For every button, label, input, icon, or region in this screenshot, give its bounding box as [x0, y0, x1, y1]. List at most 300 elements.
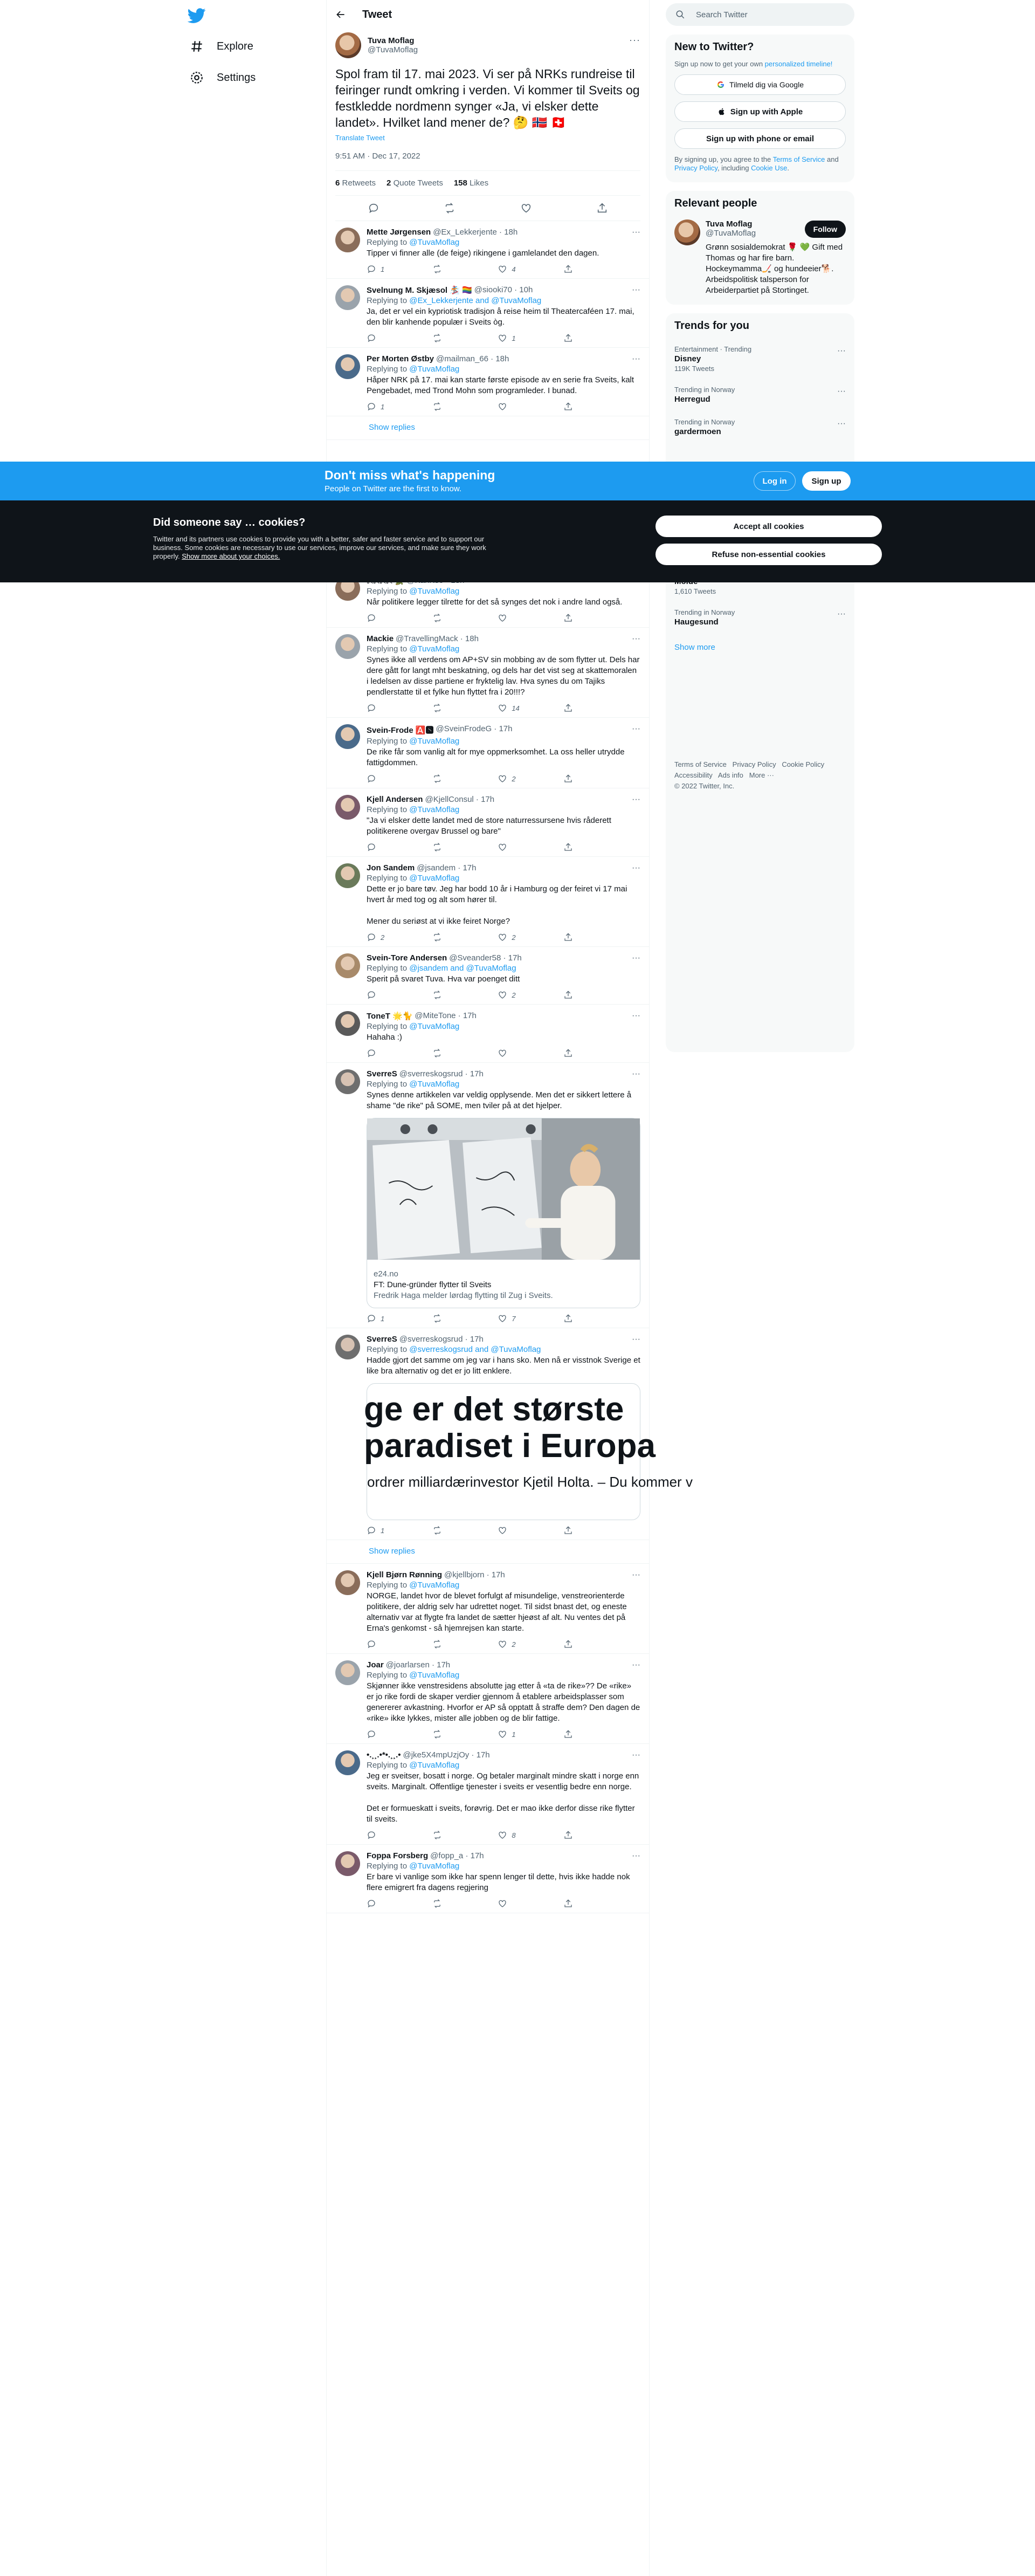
reply-button[interactable]	[367, 1899, 399, 1908]
reply-author-name[interactable]: Mackie	[367, 634, 394, 643]
share-icon	[563, 990, 573, 1000]
nav-explore[interactable]	[190, 37, 253, 56]
tweet-text: Spol fram til 17. mai 2023. Vi ser på NRKs rundreise til feiringer rundt omkring i verden. Vi kommer til Sveits og festkledde nordmenn synger «Ja, vi elsker dette landet». Hvilket land mener de? 🤔 🇳🇴 🇨🇭	[335, 67, 640, 129]
person-bio: Grønn sosialdemokrat 🌹 💚 Gift med Thomas og har fire barn. Hockeymamma🏒 og hundeeier🐕. Arbeidspolitisk talsperson for Arbeiderpartiet på Stortinget.	[706, 243, 843, 295]
person-name[interactable]: Tuva Moflag	[706, 219, 753, 229]
reply-tweet[interactable]	[327, 348, 649, 416]
replying-to-link[interactable]: @TuvaMoflag	[409, 1671, 460, 1680]
replying-to-link[interactable]: @TuvaMoflag	[409, 1761, 460, 1770]
terms-link[interactable]: Terms of Service	[772, 155, 825, 163]
footer-more[interactable]: More ···	[749, 771, 774, 779]
trend-topic: Herregud	[674, 395, 710, 404]
like-count: 2	[512, 933, 516, 942]
avatar[interactable]	[335, 1335, 360, 1359]
retweet-button[interactable]	[432, 613, 465, 623]
reply-icon[interactable]	[368, 202, 380, 214]
reply-icon	[367, 613, 376, 623]
reply-button[interactable]	[367, 990, 399, 1000]
reply-author-handle[interactable]: @TravellingMack · 18h	[396, 634, 479, 643]
more-options-icon[interactable]: ···	[632, 1750, 640, 1760]
signup-button[interactable]: Sign up	[802, 471, 851, 491]
footer-links	[666, 751, 854, 800]
reply-tweet[interactable]	[327, 279, 649, 348]
reply-author-handle[interactable]: @kjellbjorn · 17h	[444, 1570, 505, 1579]
reply-count: 1	[381, 1526, 385, 1535]
replying-label: Replying to	[367, 238, 408, 247]
share-icon	[563, 1729, 573, 1739]
trend-more-icon[interactable]: ···	[837, 609, 846, 619]
like-icon	[498, 774, 507, 784]
like-button[interactable]	[498, 703, 530, 713]
retweet-button[interactable]	[432, 1830, 465, 1840]
apple-signup-button[interactable]	[674, 101, 846, 122]
reply-author-name[interactable]: Per Morten Østby	[367, 354, 434, 363]
share-button[interactable]	[563, 1729, 596, 1739]
avatar[interactable]	[674, 219, 700, 245]
reply-author-handle[interactable]: @Sveander58 · 17h	[449, 953, 522, 963]
like-button[interactable]	[498, 1314, 530, 1323]
reply-actions	[367, 1314, 596, 1323]
retweet-icon	[432, 333, 442, 343]
reply-icon	[367, 1899, 376, 1908]
reply-author-handle[interactable]: @jsandem · 17h	[417, 863, 477, 873]
share-button[interactable]	[563, 1526, 596, 1535]
reply-author-handle[interactable]: @jke5X4mpUzjOy · 17h	[403, 1750, 490, 1760]
gear-icon	[190, 71, 204, 85]
reply-actions	[367, 333, 596, 343]
reply-text: Ja, det er vel ein kypriotisk tradisjon å reise heim til Theatercaféen 17. mai, den blir kanhende populær i Sveits òg.	[367, 307, 634, 327]
avatar[interactable]	[335, 634, 360, 659]
cookie-use-link[interactable]: Cookie Use	[751, 164, 788, 172]
like-button[interactable]	[498, 333, 530, 343]
trend-more-icon[interactable]: ···	[837, 346, 846, 355]
share-button[interactable]	[563, 1314, 596, 1323]
share-button[interactable]	[563, 1830, 596, 1840]
replying-to-link[interactable]: @TuvaMoflag	[409, 805, 460, 814]
replying-label: Replying to	[367, 1345, 408, 1354]
share-icon	[563, 1526, 573, 1535]
like-button[interactable]	[498, 1899, 530, 1908]
privacy-link[interactable]: Privacy Policy	[674, 164, 717, 172]
reply-button[interactable]	[367, 333, 399, 343]
retweet-button[interactable]	[432, 264, 465, 274]
replying-to-link[interactable]: @TuvaMoflag	[409, 874, 460, 883]
reply-author-name[interactable]: SverreS	[367, 1335, 397, 1344]
more-options-icon[interactable]: ···	[632, 285, 640, 294]
reply-author-name[interactable]: ToneT 🌟🐈	[367, 1012, 413, 1021]
reply-text: Skjønner ikke venstresidens absolutte jag etter å «ta de rike»?? De «rike» er jo rike fordi de skaper verdier gjennom å etablere arbeidsplasser som genererer avkastning. Hvorfor er AP så opptatt å straffe dem? Den dagen de «rike» ikke lykkes, mister alle jobben og de blir fattige.	[367, 1681, 640, 1723]
likes-stat[interactable]: 158 Likes	[453, 178, 489, 188]
phone-email-signup-button[interactable]: Sign up with phone or email	[674, 128, 846, 149]
reply-icon	[367, 703, 376, 713]
person-handle[interactable]: @TuvaMoflag	[706, 229, 756, 238]
reply-icon	[367, 1526, 376, 1535]
reply-button[interactable]	[367, 1830, 399, 1840]
avatar[interactable]	[335, 354, 360, 379]
retweet-button[interactable]	[432, 932, 465, 942]
nav-settings[interactable]	[190, 68, 256, 87]
retweet-button[interactable]	[432, 842, 465, 852]
accept-cookies-button[interactable]: Accept all cookies	[656, 516, 882, 537]
reply-tweet[interactable]	[327, 1845, 649, 1913]
reply-actions	[367, 402, 596, 411]
reply-text: Hahaha :)	[367, 1033, 402, 1042]
share-icon	[563, 264, 573, 274]
share-icon	[563, 842, 573, 852]
trend-context: Trending in Norway	[674, 418, 735, 426]
more-options-icon[interactable]: ···	[632, 953, 640, 963]
reply-tweet[interactable]	[327, 1744, 649, 1845]
search-box[interactable]	[666, 3, 854, 26]
reply-icon	[367, 1729, 376, 1739]
google-signup-button[interactable]	[674, 74, 846, 95]
replying-label: Replying to	[367, 874, 408, 883]
reply-author-name[interactable]: Kjell Bjørn Rønning	[367, 1570, 442, 1579]
more-options-icon[interactable]: ···	[632, 354, 640, 363]
more-options-icon[interactable]: ···	[632, 228, 640, 237]
trend-item[interactable]	[666, 339, 854, 379]
avatar[interactable]	[335, 863, 360, 888]
reply-author-name[interactable]: Foppa Forsberg	[367, 1851, 429, 1860]
reply-icon	[367, 333, 376, 343]
reply-tweet[interactable]	[327, 1005, 649, 1063]
trend-count: 1,610 Tweets	[674, 587, 716, 595]
reply-button[interactable]	[367, 1314, 399, 1323]
author-handle[interactable]: @TuvaMoflag	[368, 45, 418, 54]
retweet-button[interactable]	[432, 1048, 465, 1058]
reply-text: Jeg er sveitser, bosatt i norge. Og betaler marginalt mindre skatt i norge enn sveits. Marginalt. Offentlige tjenester i sveits er vesentlig bedre enn norge. Det er formueskatt i sveits, forøvrig. Det er mao ikke derfor disse rike flytter til sveits.	[367, 1771, 639, 1824]
image-headline-line-1: ge er det største	[364, 1391, 624, 1428]
reply-button[interactable]	[367, 842, 399, 852]
like-button[interactable]	[498, 1639, 530, 1649]
retweet-icon	[432, 1830, 442, 1840]
share-button[interactable]	[563, 932, 596, 942]
retweet-button[interactable]	[432, 1899, 465, 1908]
like-button[interactable]	[498, 1830, 530, 1840]
more-options-icon[interactable]: ···	[632, 1570, 640, 1579]
avatar[interactable]	[335, 1570, 360, 1595]
like-button[interactable]	[498, 842, 530, 852]
retweet-button[interactable]	[432, 1526, 465, 1535]
reply-author-handle[interactable]: @SveinFrodeG · 17h	[436, 724, 513, 733]
like-count: 1	[512, 1730, 516, 1739]
trend-topic: gardermoen	[674, 427, 721, 436]
reply-tweet[interactable]	[327, 1063, 649, 1328]
trend-item[interactable]	[666, 411, 854, 444]
retweets-stat[interactable]: 6 Retweets	[335, 178, 376, 188]
reply-button[interactable]	[367, 932, 399, 942]
reply-tweet[interactable]	[327, 1654, 649, 1744]
trend-more-icon[interactable]: ···	[837, 419, 846, 428]
reply-button[interactable]	[367, 703, 399, 713]
footer-privacy[interactable]: Privacy Policy	[732, 760, 776, 768]
reply-button[interactable]	[367, 402, 399, 411]
reply-text: Hadde gjort det samme om jeg var i hans sko. Men nå er visstnok Sverige et like bra alternativ og det er jo litt enklere.	[367, 1356, 640, 1376]
more-options-icon[interactable]: ···	[632, 1660, 640, 1670]
trend-more-icon[interactable]: ···	[837, 387, 846, 396]
share-button[interactable]	[563, 842, 596, 852]
like-button[interactable]	[498, 264, 530, 274]
reply-count: 1	[381, 265, 385, 273]
signup-title: New to Twitter?	[674, 41, 754, 53]
replies-list-top	[327, 221, 649, 416]
reply-author-name[interactable]: Kjell Andersen	[367, 795, 423, 804]
more-options-icon[interactable]: ···	[632, 1851, 640, 1860]
retweet-icon	[432, 1729, 442, 1739]
reply-button[interactable]	[367, 1048, 399, 1058]
retweet-icon[interactable]	[444, 202, 456, 214]
like-button[interactable]	[498, 1048, 530, 1058]
avatar[interactable]	[335, 32, 361, 58]
reply-tweet[interactable]	[327, 788, 649, 857]
nav-explore-label: Explore	[217, 40, 253, 52]
show-replies-link[interactable]: Show replies	[327, 1540, 649, 1564]
google-icon	[716, 80, 725, 89]
reply-text: Synes denne artikkelen var veldig opplysende. Men det er sikkert lettere å shame "de rike" på SOME, men tviler på at det hjelper.	[367, 1090, 632, 1110]
refuse-cookies-button[interactable]: Refuse non-essential cookies	[656, 544, 882, 565]
share-button[interactable]	[563, 402, 596, 411]
replying-label: Replying to	[367, 587, 408, 596]
like-button[interactable]	[498, 613, 530, 623]
more-options-icon[interactable]: ···	[632, 1011, 640, 1020]
reply-author-name[interactable]: Mette Jørgensen	[367, 228, 431, 237]
reply-text: Tipper vi finner alle (de feige) rikingene i gamlelandet den dagen.	[367, 249, 599, 258]
footer-terms[interactable]: Terms of Service	[674, 760, 727, 768]
reply-actions	[367, 1048, 596, 1058]
like-icon	[498, 842, 507, 852]
reply-icon	[367, 932, 376, 942]
reply-author-handle[interactable]: @sverreskogsrud · 17h	[399, 1069, 484, 1079]
login-button[interactable]: Log in	[754, 471, 796, 491]
retweet-button[interactable]	[432, 774, 465, 784]
share-icon	[563, 1899, 573, 1908]
footer-cookie[interactable]: Cookie Policy	[782, 760, 825, 768]
reply-actions	[367, 264, 596, 274]
reply-author-name[interactable]: Jon Sandem	[367, 863, 415, 873]
follow-button[interactable]: Follow	[805, 221, 846, 238]
reply-icon	[367, 774, 376, 784]
share-button[interactable]	[563, 774, 596, 784]
like-icon[interactable]	[520, 202, 532, 214]
translate-link[interactable]: Translate Tweet	[335, 134, 385, 142]
apple-signup-label: Sign up with Apple	[730, 107, 803, 116]
replying-to-link[interactable]: @TuvaMoflag	[409, 238, 460, 247]
avatar[interactable]	[335, 724, 360, 749]
reply-text: De rike får som vanlig alt for mye oppmerksomhet. La oss heller utrydde fattigdommen.	[367, 747, 625, 767]
like-count: 2	[512, 774, 516, 783]
footer-accessibility[interactable]: Accessibility	[674, 771, 713, 779]
share-button[interactable]	[563, 1048, 596, 1058]
share-button[interactable]	[563, 613, 596, 623]
like-count: 1	[512, 334, 516, 342]
reply-author-name[interactable]: SverreS	[367, 1069, 397, 1079]
reply-text: NORGE, landet hvor de blevet forfulgt af misundelige, venstreorienterde politikere, der aldrig selv har udrettet noget. Til sidst bnast det, og eneste alternativ var at flygte fra landet de sætter hjeøst af alt. Nu ventes det på Erna's genkomst - så hjemrejsen kan starte.	[367, 1591, 627, 1633]
reply-button[interactable]	[367, 613, 399, 623]
replying-to-link[interactable]: @TuvaMoflag	[409, 1581, 460, 1590]
more-options-icon[interactable]: ···	[632, 1335, 640, 1344]
retweet-icon	[432, 990, 442, 1000]
replying-label: Replying to	[367, 1671, 408, 1680]
retweet-button[interactable]	[432, 402, 465, 411]
replying-to-link[interactable]: @TuvaMoflag	[409, 1080, 460, 1089]
replying-to-link[interactable]: @jsandem and @TuvaMoflag	[409, 964, 516, 973]
reply-tweet[interactable]	[327, 628, 649, 718]
quotes-stat[interactable]: 2 Quote Tweets	[387, 178, 443, 188]
footer-ads[interactable]: Ads info	[717, 771, 743, 779]
reply-count: 2	[381, 933, 385, 942]
tweet-image[interactable]	[364, 1383, 693, 1520]
reply-icon	[367, 402, 376, 411]
reply-author-name[interactable]: Joar	[367, 1660, 384, 1670]
retweet-button[interactable]	[432, 1314, 465, 1323]
twitter-logo-icon[interactable]	[188, 6, 206, 25]
reply-tweet[interactable]	[327, 947, 649, 1005]
reply-author-name[interactable]: Svelnung M. Skjæsol 🏂 🏳️‍🌈	[367, 286, 472, 295]
reply-author-handle[interactable]: @MiteTone · 17h	[415, 1011, 477, 1020]
reply-author-handle[interactable]: @sverreskogsrud · 17h	[399, 1335, 484, 1344]
show-more-trends[interactable]: Show more	[674, 643, 715, 652]
cookie-choices-link[interactable]: Show more about your choices.	[182, 552, 280, 560]
relevant-person[interactable]	[666, 216, 854, 254]
relevant-people-panel	[666, 191, 854, 305]
reply-button[interactable]	[367, 774, 399, 784]
replying-to-link[interactable]: @sverreskogsrud and @TuvaMoflag	[409, 1345, 541, 1354]
avatar[interactable]	[335, 1660, 360, 1685]
share-icon[interactable]	[596, 202, 608, 214]
show-replies-link[interactable]: Show replies	[327, 416, 649, 440]
reply-author-handle[interactable]: @joarlarsen · 17h	[385, 1660, 451, 1670]
avatar[interactable]	[335, 795, 360, 820]
link-card-image	[367, 1118, 640, 1260]
share-button[interactable]	[563, 703, 596, 713]
like-button[interactable]	[498, 932, 530, 942]
share-icon	[563, 1830, 573, 1840]
share-button[interactable]	[563, 990, 596, 1000]
replying-label: Replying to	[367, 1581, 408, 1590]
reply-author-handle[interactable]: @Ex_Lekkerjente · 18h	[433, 228, 518, 237]
retweet-button[interactable]	[432, 990, 465, 1000]
replying-label: Replying to	[367, 1761, 408, 1770]
avatar[interactable]	[335, 953, 360, 978]
search-input[interactable]: Search Twitter	[696, 10, 748, 19]
reply-button[interactable]	[367, 1639, 399, 1649]
reply-author-name[interactable]: •.¸¸.•*•.¸¸.•	[367, 1750, 401, 1760]
more-options-icon[interactable]: ···	[632, 863, 640, 873]
replying-to-link[interactable]: @TuvaMoflag	[409, 644, 460, 654]
reply-actions	[367, 703, 596, 713]
avatar[interactable]	[335, 228, 360, 252]
replying-to-link[interactable]: @TuvaMoflag	[409, 1861, 460, 1871]
signup-subtitle: Sign up now to get your own personalized timeline!	[674, 60, 833, 68]
replying-label: Replying to	[367, 1022, 408, 1031]
share-button[interactable]	[563, 1899, 596, 1908]
reply-text: Dette er jo bare tøv. Jeg har bodd 10 år i Hamburg og der feiret vi 17 mai hvert år med tog og alt som hører til. Mener du seriøst at vi ikke feiret Norge?	[367, 884, 627, 926]
replying-to-link[interactable]: @TuvaMoflag	[409, 587, 460, 596]
tweet-timestamp[interactable]: 9:51 AM · Dec 17, 2022	[335, 152, 640, 171]
avatar[interactable]	[335, 1750, 360, 1775]
replying-to-link[interactable]: @TuvaMoflag	[409, 365, 460, 374]
like-button[interactable]	[498, 1526, 530, 1535]
reply-tweet[interactable]	[327, 718, 649, 788]
retweet-button[interactable]	[432, 1639, 465, 1649]
reply-actions	[367, 1830, 596, 1840]
reply-author-name[interactable]: Svein-Frode 🅰️🆂	[367, 726, 434, 735]
like-icon	[498, 333, 507, 343]
reply-author-handle[interactable]: @mailman_66 · 18h	[436, 354, 509, 363]
more-options-icon[interactable]: ···	[629, 35, 640, 45]
reply-text: "Ja vi elsker dette landet med de store naturressursene hvis råderett politikerene overgav Brussel og bare"	[367, 816, 611, 836]
back-arrow-icon[interactable]	[335, 9, 346, 20]
reply-author-handle[interactable]: @siooki70 · 10h	[474, 285, 533, 294]
signup-panel	[666, 35, 854, 182]
trends-title: Trends for you	[674, 320, 749, 332]
trend-item[interactable]	[666, 379, 854, 411]
reply-button[interactable]	[367, 1729, 399, 1739]
link-domain: e24.no	[374, 1269, 398, 1279]
author-name[interactable]: Tuva Moflag	[368, 36, 415, 45]
link-title: FT: Dune-gründer flytter til Sveits	[374, 1280, 492, 1289]
like-button[interactable]	[498, 990, 530, 1000]
reply-tweet[interactable]	[327, 1328, 693, 1540]
retweet-button[interactable]	[432, 333, 465, 343]
replying-to-link[interactable]: @Ex_Lekkerjente and @TuvaMoflag	[409, 296, 542, 305]
replying-to-link[interactable]: @TuvaMoflag	[409, 1022, 460, 1031]
link-card[interactable]	[367, 1118, 640, 1308]
like-button[interactable]	[498, 402, 530, 411]
retweet-button[interactable]	[432, 703, 465, 713]
like-icon	[498, 1830, 507, 1840]
like-button[interactable]	[498, 1729, 530, 1739]
like-button[interactable]	[498, 774, 530, 784]
trend-context: Trending in Norway	[674, 608, 735, 616]
more-options-icon[interactable]: ···	[632, 634, 640, 643]
reply-button[interactable]	[367, 264, 399, 274]
more-options-icon[interactable]: ···	[632, 724, 640, 733]
reply-actions	[367, 1899, 596, 1908]
avatar[interactable]	[335, 285, 360, 310]
share-button[interactable]	[563, 264, 596, 274]
reply-tweet[interactable]	[327, 857, 649, 947]
personalized-timeline-link[interactable]: personalized timeline!	[764, 60, 833, 68]
reply-tweet[interactable]	[327, 1564, 649, 1654]
like-count: 8	[512, 1831, 516, 1839]
replying-label: Replying to	[367, 365, 408, 374]
reply-tweet[interactable]	[327, 221, 649, 279]
reply-author-handle[interactable]: @KjellConsul · 17h	[425, 795, 495, 804]
image-headline-line-2: paradiset i Europa	[364, 1427, 656, 1465]
more-options-icon[interactable]: ···	[632, 795, 640, 804]
focus-tweet	[327, 29, 649, 221]
more-options-icon[interactable]: ···	[632, 1069, 640, 1079]
avatar[interactable]	[335, 1851, 360, 1876]
avatar[interactable]	[335, 1069, 360, 1094]
reply-author-name[interactable]: Svein-Tore Andersen	[367, 953, 447, 963]
reply-actions	[367, 1639, 596, 1649]
login-banner	[0, 462, 1035, 500]
share-button[interactable]	[563, 1639, 596, 1649]
replying-label: Replying to	[367, 964, 408, 973]
retweet-icon	[432, 774, 442, 784]
reply-button[interactable]	[367, 1526, 399, 1535]
retweet-button[interactable]	[432, 1729, 465, 1739]
share-button[interactable]	[563, 333, 596, 343]
avatar[interactable]	[335, 1011, 360, 1036]
trend-item[interactable]	[666, 602, 854, 634]
replying-to-link[interactable]: @TuvaMoflag	[409, 737, 460, 746]
reply-author-handle[interactable]: @fopp_a · 17h	[430, 1851, 484, 1860]
share-icon	[563, 613, 573, 623]
trend-count: 119K Tweets	[674, 365, 714, 373]
